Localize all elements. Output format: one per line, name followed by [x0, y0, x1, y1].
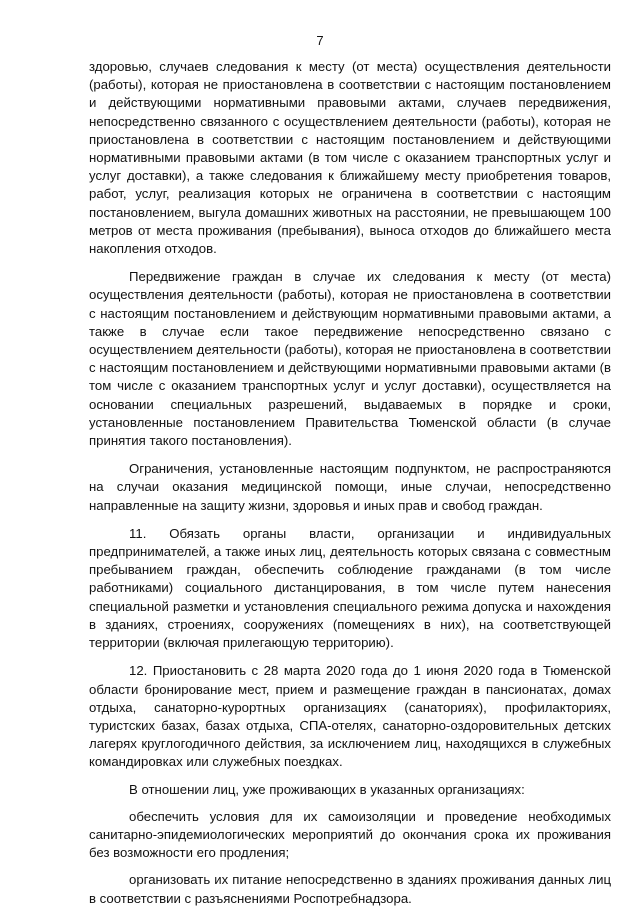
paragraph-restrictions-exceptions: Ограничения, установленные настоящим подпунктом, не распространяются на случаи оказания медицинской помощи, иные случаи, непосредственно направленные на защиту жизни, здоровья и иных прав и свобод граждан.: [89, 461, 611, 513]
paragraph-meals: организовать их питание непосредственно в зданиях проживания данных лиц в соответствии с разъяснениями Роспотребнадзора.: [89, 872, 611, 906]
paragraph-self-isolation: обеспечить условия для их самоизоляции и проведение необходимых санитарно-эпидемиологических мероприятий до окончания срока их проживания без возможности его продления;: [89, 808, 611, 861]
paragraph-continuation: здоровью, случаев следования к месту (от места) осуществления деятельности (работы), которая не приостановлена в соответствии с настоящим постановлением и действующими нормативными правовыми актами, случаев передвижения, непосредственно связанного с осуществлением деятельности (работы), которая не приостановлена в соответствии с настоящим постановлением и действующими нормативными правовыми актами (в том числе с оказанием транспортных услуг и услуг доставки), а также следования к ближайшему месту приобретения товаров, работ, услуг, реализация которых не ограничена в соответствии с настоящим постановлением, выгула домашних животных на расстоянии, не превышающем 100 метров от места проживания (пребывания), выноса отходов до ближайшего места накопления отходов.: [89, 59, 611, 257]
paragraph-item-12: 12. Приостановить с 28 марта 2020 года до 1 июня 2020 года в Тюменской области бронирование мест, прием и размещение граждан в пансионатах, домах отдыха, санаторно-курортных организациях (санаториях), профилакториях, туристских базах, базах отдыха, СПА-отелях, санаторно-оздоровительных детских лагерях круглогодичного действия, за исключением лиц, находящихся в служебных командировках или служебных поездках.: [89, 663, 611, 770]
page-number: 7: [316, 33, 324, 48]
document-body: [89, 58, 611, 908]
paragraph-movement-permits: Передвижение граждан в случае их следования к месту (от места) осуществления деятельности (работы), которая не приостановлена в соответствии с настоящим постановлением и действующим нормативными правовыми актами, а также в случае если такое передвижение непосредственно связано с осуществлением деятельности (работы), которая не приостановлена в соответствии с настоящим постановлением и действующими нормативными правовыми актами (в том числе с оказанием транспортных услуг и услуг доставки), осуществляется на основании специальных разрешений, выдаваемых в порядке и сроки, установленные постановлением Правительства Тюменской области (в случае принятия такого постановления).: [89, 269, 611, 449]
paragraph-item-11: 11. Обязать органы власти, организации и индивидуальных предпринимателей, а также иных лиц, деятельность которых связана с совместным пребыванием граждан, обеспечить соблюдение гражданами (в том числе работниками) социального дистанцирования, в том числе путем нанесения специальной разметки и установления специального режима допуска и нахождения в зданиях, строениях, сооружениях (помещениях в них), на соответствующей территории (включая прилегающую территорию).: [89, 525, 611, 651]
paragraph-residents-intro: В отношении лиц, уже проживающих в указанных организациях:: [129, 781, 525, 797]
